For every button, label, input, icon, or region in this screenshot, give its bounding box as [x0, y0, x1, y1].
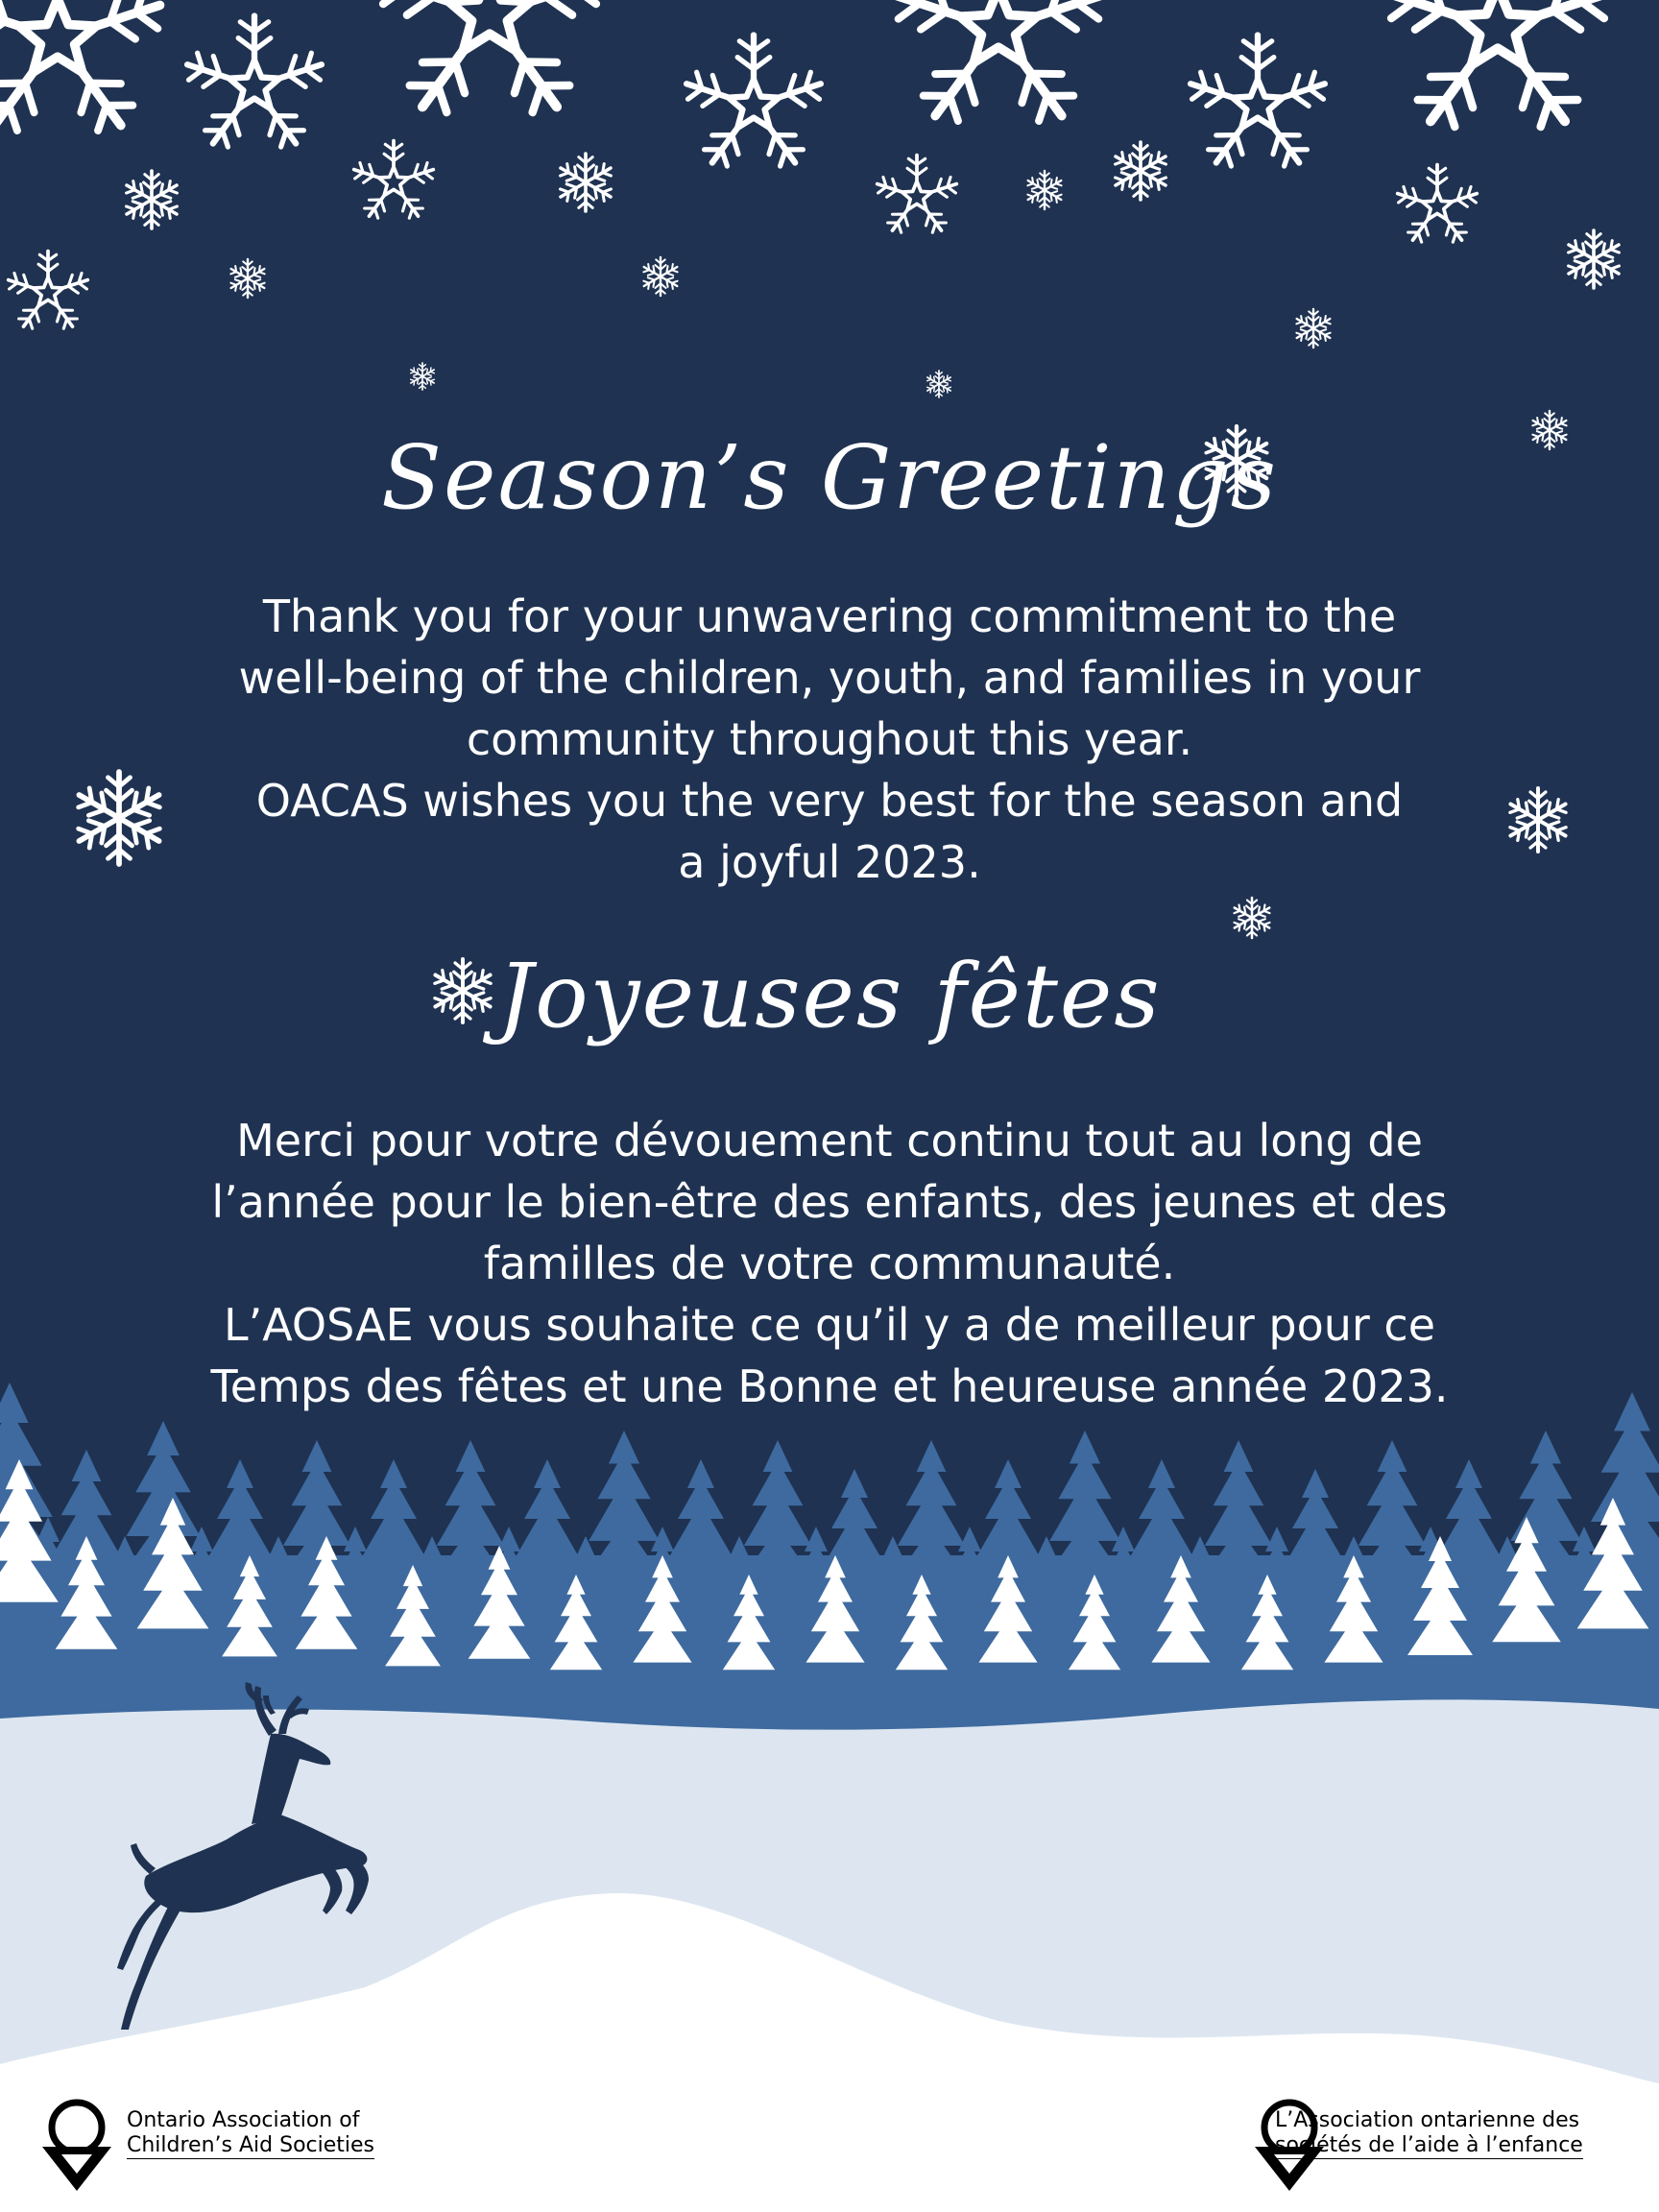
english-line: Thank you for your unwavering commitment to the: [262, 590, 1397, 642]
english-heading: Season’s Greetings: [381, 426, 1278, 529]
french-line: l’année pour le bien-être des enfants, des jeunes et des: [211, 1176, 1448, 1228]
english-line: OACAS wishes you the very best for the season and: [255, 775, 1404, 827]
oacas-logo-line: Children’s Aid Societies: [127, 2133, 375, 2157]
french-line: L’AOSAE vous souhaite ce qu’il y a de meilleur pour ce: [224, 1299, 1435, 1351]
english-message: [115, 586, 1544, 893]
oacas-logo-text: [127, 2108, 374, 2159]
aosae-logo-line: L’Association ontarienne des: [1275, 2108, 1580, 2132]
aosae-logo-text: [1275, 2108, 1583, 2159]
french-line: Temps des fêtes et une Bonne et heureuse année 2023.: [210, 1360, 1449, 1412]
french-line: Merci pour votre dévouement continu tout au long de: [236, 1115, 1423, 1166]
english-line: well-being of the children, youth, and families in your: [238, 652, 1421, 704]
aosae-logo: [1189, 2083, 1630, 2199]
french-line: familles de votre communauté.: [483, 1238, 1176, 1289]
oacas-logo-line: Ontario Association of: [127, 2108, 360, 2132]
aosae-logo-line: sociétés de l’aide à l’enfance: [1275, 2133, 1583, 2157]
french-message: [115, 1110, 1544, 1417]
english-line: community throughout this year.: [466, 713, 1193, 765]
french-heading: Joyeuses fêtes: [497, 945, 1162, 1047]
english-line: a joyful 2023.: [678, 836, 981, 888]
oacas-logo: [38, 2083, 442, 2199]
